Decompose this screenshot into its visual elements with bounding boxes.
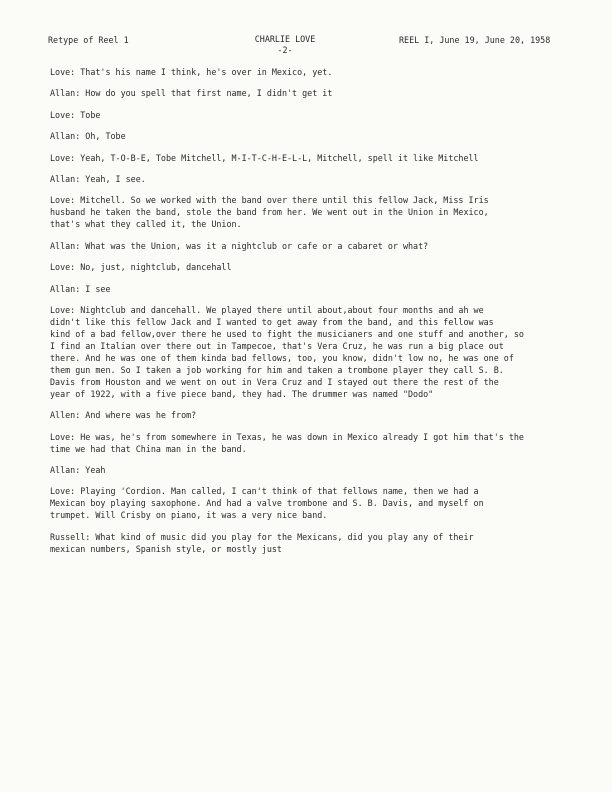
transcript-line: that's what they called it, the Union. xyxy=(50,219,242,230)
transcript-paragraph xyxy=(50,431,562,455)
transcript-line: them gun men. So I taken a job working for him and taken a trombone player they call S. B. xyxy=(50,364,504,375)
transcript-line: Allan: How do you spell that first name, I didn't get it xyxy=(50,88,333,99)
transcript-line: Love: Tobe xyxy=(50,109,101,120)
transcript-line: Love: Nightclub and dancehall. We played there until about,about four months and ah we xyxy=(50,304,484,315)
transcript-paragraph xyxy=(50,485,562,521)
transcript-line: Davis from Houston and we went on out in Vera Cruz and I stayed out there the rest of the xyxy=(50,376,499,387)
transcript-paragraph xyxy=(50,109,562,121)
transcript-line: Love: Yeah, T-O-B-E, Tobe Mitchell, M-I-T-C-H-E-L-L, Mitchell, spell it like Mitchell xyxy=(50,152,479,163)
transcript-line: Love: Mitchell. So we worked with the band over there until this fellow Jack, Miss Iris xyxy=(50,195,489,206)
transcript-line: time we had that China man in the band. xyxy=(50,443,247,454)
transcript-line: trumpet. Will Crisby on piano, it was a very nice band. xyxy=(50,510,328,521)
transcript-line: Love: He was, he's from somewhere in Texas, he was down in Mexico already I got him that's the xyxy=(50,431,524,442)
transcript-paragraph xyxy=(50,283,562,295)
transcript-line: didn't like this fellow Jack and I wanted to get away from the band, and this fellow was xyxy=(50,316,494,327)
transcript-line: Allan: Oh, Tobe xyxy=(50,131,126,142)
transcript-body xyxy=(50,66,562,564)
transcript-paragraph xyxy=(50,464,562,476)
transcript-line: kind of a bad fellow,over there he used to fight the musicianers and one stuff and another, so xyxy=(50,328,524,339)
transcript-paragraph xyxy=(50,531,562,555)
transcript-line: Allan: What was the Union, was it a nightclub or cafe or a cabaret or what? xyxy=(50,240,429,251)
transcript-line: I find an Italian over there out in Tampecoe, that's Vera Cruz, he was run a big place out xyxy=(50,340,504,351)
transcript-line: Mexican boy playing saxophone. And had a valve trombone and S. B. Davis, and myself on xyxy=(50,498,484,509)
transcript-paragraph xyxy=(50,66,562,78)
transcript-line: Allan: Yeah, I see. xyxy=(50,173,146,184)
transcript-paragraph xyxy=(50,130,562,142)
transcript-line: Love: That's his name I think, he's over in Mexico, yet. xyxy=(50,67,333,77)
transcript-line: Love: Playing 'Cordion. Man called, I can't think of that fellows name, then we had a xyxy=(50,486,479,497)
page-number: -2- xyxy=(277,45,293,55)
transcript-line: Russell: What kind of music did you play for the Mexicans, did you play any of their xyxy=(50,531,474,542)
header-speaker-name: CHARLIE LOVE xyxy=(254,34,316,44)
transcript-line: Allan: Yeah xyxy=(50,465,106,476)
transcript-paragraph xyxy=(50,304,562,400)
transcript-paragraph xyxy=(50,194,562,230)
transcript-line: husband he taken the band, stole the band from her. We went out in the Union in Mexico, xyxy=(50,207,489,218)
transcript-paragraph xyxy=(50,261,562,273)
transcript-paragraph xyxy=(50,173,562,185)
header-reel-note: Retype of Reel 1 xyxy=(48,35,129,45)
transcript-paragraph xyxy=(50,87,562,99)
header-center xyxy=(250,34,320,56)
transcript-paragraph xyxy=(50,152,562,164)
transcript-line: Allan: I see xyxy=(50,283,111,294)
transcript-line: mexican numbers, Spanish style, or mostly just xyxy=(50,543,282,554)
transcript-paragraph xyxy=(50,409,562,421)
header-reel-date: REEL I, June 19, June 20, 1958 xyxy=(399,35,551,45)
transcript-paragraph xyxy=(50,240,562,252)
transcript-line: Allen: And where was he from? xyxy=(50,410,197,421)
transcript-line: Love: No, just, nightclub, dancehall xyxy=(50,262,232,273)
transcript-line: year of 1922, with a five piece band, they had. The drummer was named "Dodo" xyxy=(50,388,434,399)
transcript-line: there. And he was one of them kinda bad fellows, too, you know, didn't low no, he was one of xyxy=(50,352,514,363)
